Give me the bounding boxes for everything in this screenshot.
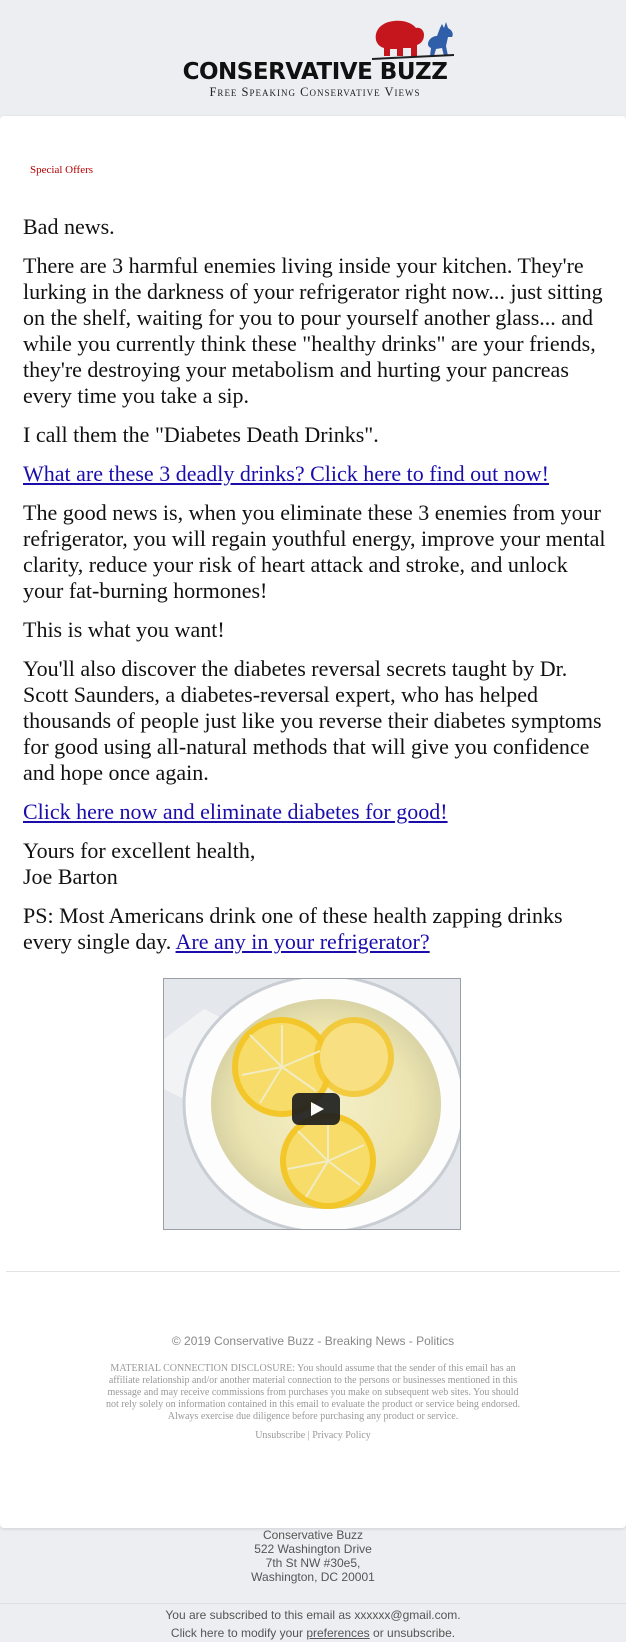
modify-preferences-line (0, 1624, 626, 1642)
video-thumbnail[interactable] (163, 978, 461, 1230)
paragraph-enemies: There are 3 harmful enemies living inside your kitchen. They're lurking in the darkness of your refrigerator right now... just sitting on the shelf, waiting for you to pour yourself another glass... and while you currently think these "healthy drinks" are your friends, they're destroying your metabolism and hurting your pancreas every time you take a sip. (23, 253, 603, 408)
play-icon[interactable] (292, 1093, 340, 1125)
signature-name: Joe Barton (23, 864, 118, 889)
signoff-text: Yours for excellent health, (23, 838, 256, 863)
address-company: Conservative Buzz (262, 1528, 364, 1542)
address-line-1: 522 Washington Drive (254, 1542, 372, 1556)
ps-text: PS: Most Americans drink one of these health zapping drinks every single day. (23, 903, 563, 954)
eliminate-diabetes-link[interactable]: Click here now and eliminate diabetes for good! (23, 799, 448, 824)
brand-name: CONSERVATIVE BUZZ (182, 59, 448, 85)
refrigerator-link[interactable]: Are any in your refrigerator? (175, 929, 430, 954)
material-disclosure: MATERIAL CONNECTION DISCLOSURE: You should assume that the sender of this email has an affiliate relationship and/or another material connection to the persons or businesses mentioned in this message and may receive commissions from purchases you make on subsequent web sites. You should not rely solely on information contained in this email to evaluate the product or service being endorsed. Always exercise due diligence before purchasing any product or service. (105, 1363, 521, 1422)
footer-separator: | (307, 1430, 310, 1441)
modify-text-pre: Click here to modify your (170, 1626, 303, 1640)
paragraph-what-you-want: This is what you want! (23, 617, 225, 642)
email-body-card (0, 116, 626, 1528)
subscribed-email-text: You are subscribed to this email as xxxxxx@gmail.com. (165, 1608, 461, 1622)
email-header (0, 0, 626, 116)
unsubscribe-link[interactable]: Unsubscribe (255, 1430, 306, 1441)
modify-text-post: or unsubscribe. (373, 1626, 456, 1640)
address-line-2: 7th St NW #30e5, (265, 1556, 361, 1570)
paragraph-link-eliminate (23, 799, 608, 825)
footer-links (0, 1430, 626, 1441)
paragraph-good-news: The good news is, when you eliminate these 3 enemies from your refrigerator, you will regain youthful energy, improve your mental clarity, reduce your risk of heart attack and stroke, and unlock your fat-burning hormones! (23, 500, 606, 603)
deadly-drinks-link[interactable]: What are these 3 deadly drinks? Click here to find out now! (23, 461, 550, 486)
elephant-donkey-logo-icon (370, 18, 455, 60)
email-message (23, 214, 608, 968)
paragraph-link-deadly-drinks (23, 461, 608, 487)
privacy-policy-link[interactable]: Privacy Policy (312, 1430, 371, 1441)
subscription-notice (0, 1606, 626, 1642)
paragraph-reversal-secrets: You'll also discover the diabetes reversal secrets taught by Dr. Scott Saunders, a diabetes-reversal expert, who has helped thousands of people just like you reverse their diabetes symptoms for good using all-natural methods that will give you confidence and hope once again. (23, 656, 602, 785)
brand-tagline: Free Speaking Conservative Views (209, 85, 421, 99)
paragraph-bad-news: Bad news. (23, 214, 115, 239)
brand-logo[interactable] (175, 18, 455, 102)
postscript (23, 903, 608, 955)
elephant-icon (376, 21, 424, 56)
special-offers-label: Special Offers (30, 164, 94, 176)
signature-block (23, 838, 608, 890)
preferences-link[interactable]: preferences (306, 1626, 370, 1640)
paragraph-death-drinks: I call them the "Diabetes Death Drinks". (23, 422, 379, 447)
subscription-divider (0, 1603, 626, 1604)
address-line-3: Washington, DC 20001 (251, 1570, 375, 1584)
footer-divider (6, 1271, 620, 1272)
donkey-icon (428, 22, 453, 56)
copyright-text: © 2019 Conservative Buzz - Breaking News - Politics (171, 1334, 455, 1348)
mailing-address (0, 1528, 626, 1584)
